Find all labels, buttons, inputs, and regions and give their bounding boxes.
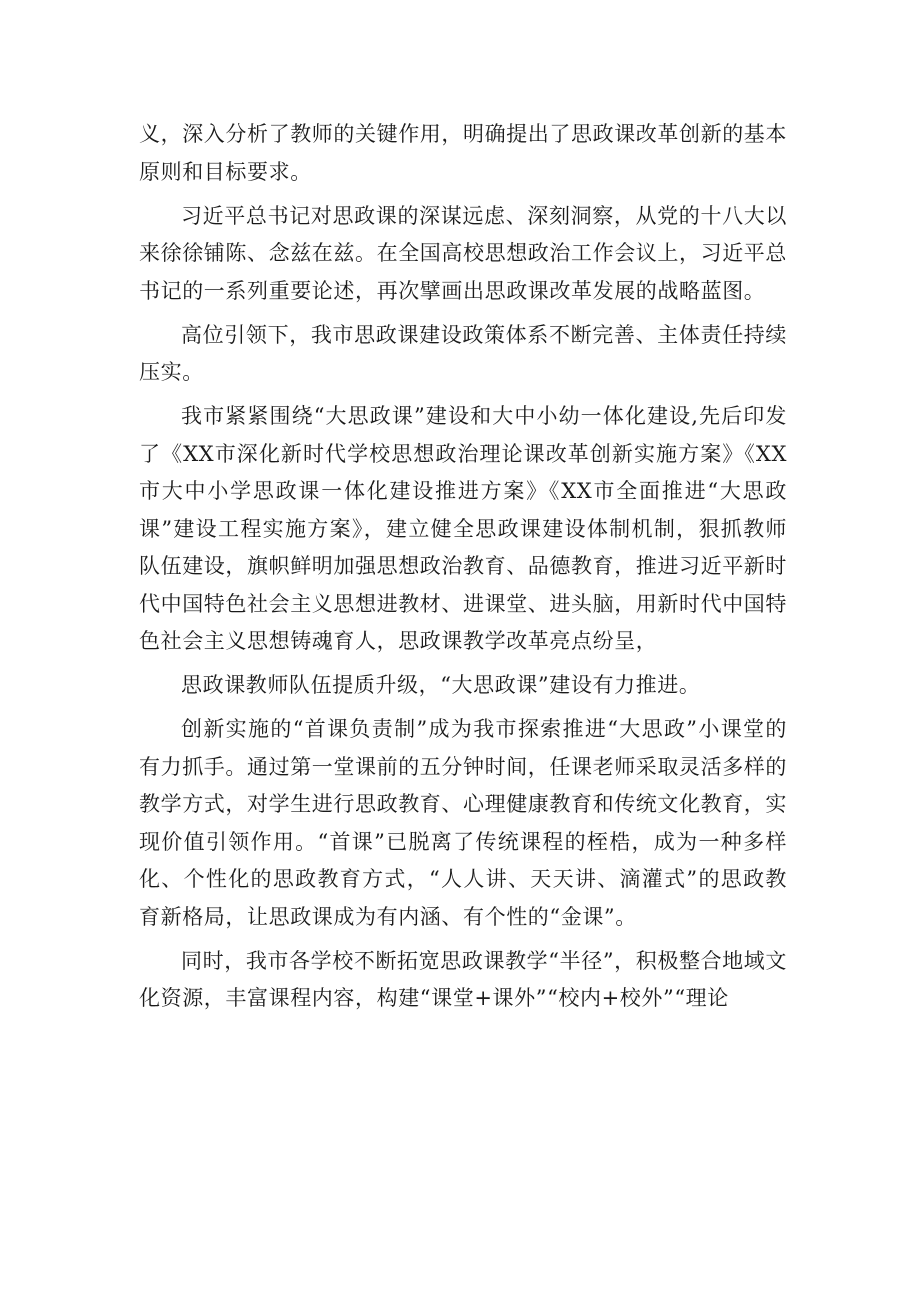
paragraph: 创新实施的“首课负责制”成为我市探索推进“大思政”小课堂的有力抓手。通过第一堂课前的五分钟时间，任课老师采取灵活多样的教学方式，对学生进行思政教育、心理健康教育和传统文化教育，实现价值引领作用。“首课”已脱离了传统课程的桎梏，成为一种多样化、个性化的思政教育方式，“人人讲、天天讲、滴灌式”的思政教育新格局，让思政课成为有内涵、有个性的“金课”。 — [139, 717, 787, 929]
paragraph: 习近平总书记对思政课的深谋远虑、深刻洞察，从党的十八大以来徐徐铺陈、念兹在兹。在全国高校思想政治工作会议上，习近平总书记的一系列重要论述，再次擘画出思政课改革发展的战略蓝图。 — [139, 203, 787, 303]
paragraph-continued: 义，深入分析了教师的关键作用，明确提出了思政课改革创新的基本原则和目标要求。 — [139, 122, 787, 184]
paragraph: 我市紧紧围绕“大思政课”建设和大中小幼一体化建设,先后印发了《XX市深化新时代学校思想政治理论课改革创新实施方案》《XX市大中小学思政课一体化建设推进方案》《XX市全面推进“大思政课”建设工程实施方案》，建立健全思政课建设体制机制，狠抓教师队伍建设，旗帜鲜明加强思想政治教育、品德教育，推进习近平新时代中国特色社会主义思想进教材、进课堂、进头脑，用新时代中国特色社会主义思想铸魂育人，思政课教学改革亮点纷呈， — [139, 404, 787, 653]
paragraph: 思政课教师队伍提质升级，“大思政课”建设有力推进。 — [181, 673, 701, 697]
paragraph: 同时，我市各学校不断拓宽思政课教学“半径”，积极整合地域文化资源，丰富课程内容，构建“课堂+课外”“校内+校外”“理论 — [139, 948, 787, 1010]
document-body — [139, 116, 787, 1018]
paragraph: 高位引领下，我市思政课建设政策体系不断完善、主体责任持续压实。 — [139, 322, 787, 384]
